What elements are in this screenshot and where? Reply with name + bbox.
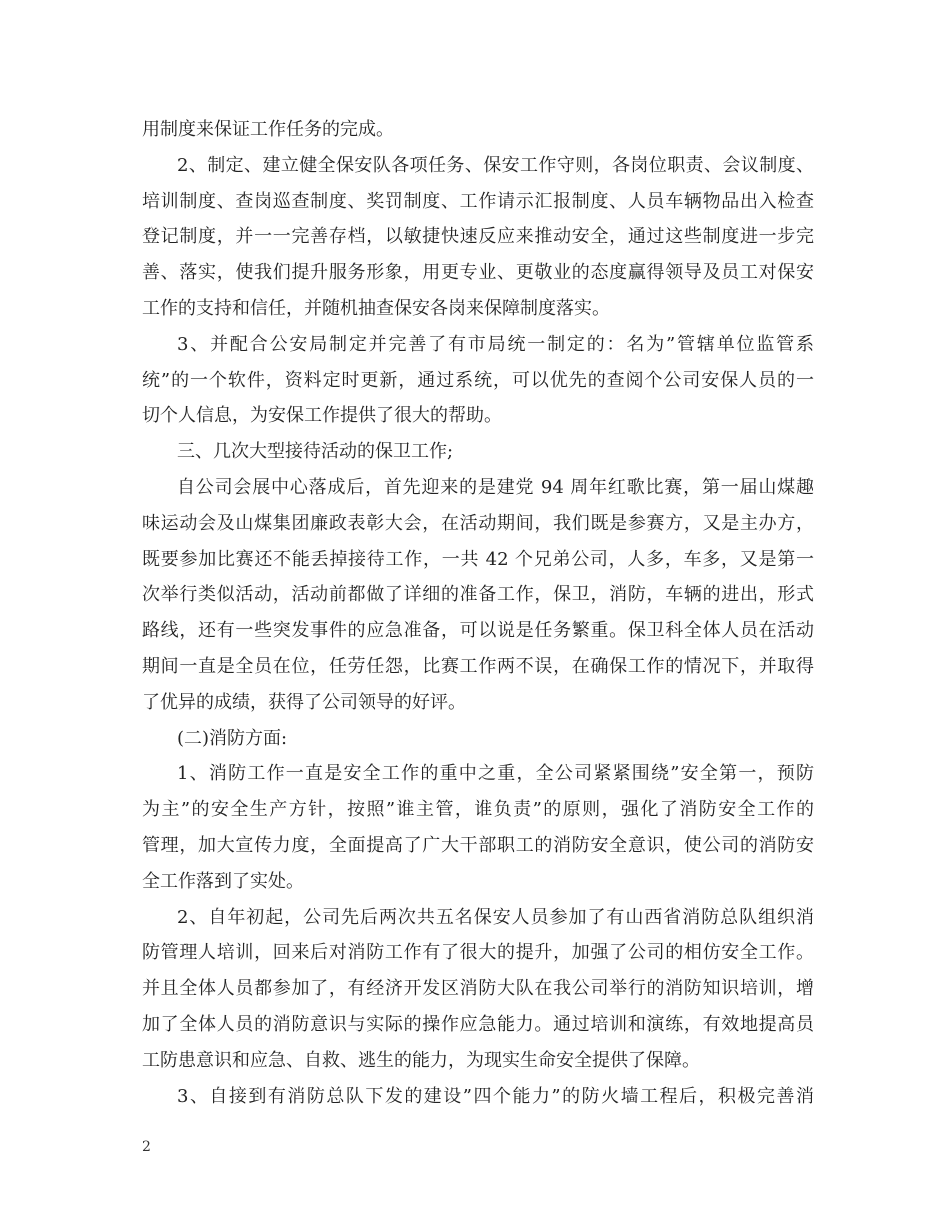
text-line: 培训制度、查岗巡查制度、奖罚制度、工作请示汇报制度、人员车辆物品出入检查 [142,190,814,212]
text-line: 味运动会及山煤集团廉政表彰大会，在活动期间，我们既是参赛方，又是主办方， [142,512,814,534]
text-line: 加了全体人员的消防意识与实际的操作应急能力。通过培训和演练，有效地提高员 [142,1013,814,1035]
text-line: (二)消防方面: [177,727,288,749]
text-line: 2、制定、建立健全保安队各项任务、保安工作守则，各岗位职责、会议制度、 [177,154,814,176]
text-line: 善、落实，使我们提升服务形象，用更专业、更敬业的态度赢得领导及员工对保安 [142,262,814,284]
text-line: 工防患意识和应急、自救、逃生的能力，为现实生命安全提供了保障。 [142,1049,700,1071]
text-line: 三、几次大型接待活动的保卫工作; [177,441,454,463]
text-line: 全工作落到了实处。 [142,870,304,892]
text-line: 3、自接到有消防总队下发的建设”四个能力”的防火墙工程后，积极完善消 [177,1085,814,1107]
text-line: 了优异的成绩，获得了公司领导的好评。 [142,691,466,713]
text-line: 3、并配合公安局制定并完善了有市局统一制定的：名为”管辖单位监管系 [177,333,814,355]
text-line: 2、自年初起，公司先后两次共五名保安人员参加了有山西省消防总队组织消 [177,906,814,928]
text-line: 管理，加大宣传力度，全面提高了广大干部职工的消防安全意识，使公司的消防安 [142,834,814,856]
text-line: 登记制度，并一一完善存档，以敏捷快速反应来推动安全，通过这些制度进一步完 [142,226,814,248]
text-line: 次举行类似活动，活动前都做了详细的准备工作，保卫，消防，车辆的进出，形式 [142,584,814,606]
text-line: 工作的支持和信任，并随机抽查保安各岗来保障制度落实。 [142,297,610,319]
text-line: 用制度来保证工作任务的完成。 [142,119,394,140]
text-line: 切个人信息，为安保工作提供了很大的帮助。 [142,405,502,427]
text-line: 并且全体人员都参加了，有经济开发区消防大队在我公司举行的消防知识培训，增 [142,978,814,1000]
page-number: 2 [142,1139,151,1155]
text-line: 既要参加比赛还不能丢掉接待工作，一共 42 个兄弟公司，人多，车多，又是第一 [142,548,814,570]
text-line: 统”的一个软件，资料定时更新，通过系统，可以优先的查阅个公司安保人员的一 [142,369,814,391]
text-line: 期间一直是全员在位，任劳任怨，比赛工作两不误，在确保工作的情况下，并取得 [142,655,814,677]
document-body [142,116,814,1111]
text-line: 1、消防工作一直是安全工作的重中之重，全公司紧紧围绕”安全第一，预防 [177,763,814,785]
text-line: 为主”的安全生产方针，按照”谁主管，谁负责”的原则，强化了消防安全工作的 [142,799,814,821]
text-line: 防管理人培训，回来后对消防工作有了很大的提升，加强了公司的相仿安全工作。 [142,942,814,964]
text-line: 路线，还有一些突发事件的应急准备，可以说是任务繁重。保卫科全体人员在活动 [142,620,814,642]
text-line: 自公司会展中心落成后，首先迎来的是建党 94 周年红歌比赛，第一届山煤趣 [177,476,814,498]
